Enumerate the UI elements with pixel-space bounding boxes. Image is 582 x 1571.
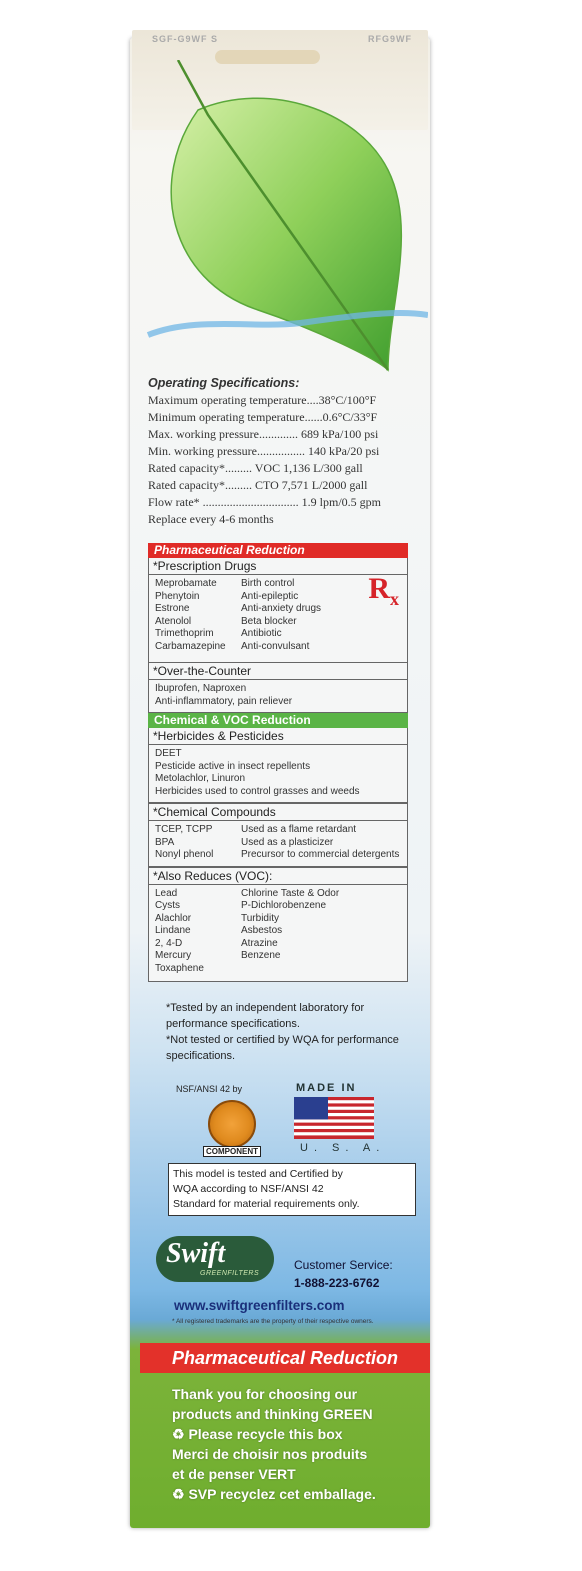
thanks-line: Thank you for choosing our <box>172 1386 358 1402</box>
drug-use: Beta blocker <box>241 615 297 627</box>
voc-section <box>148 867 408 983</box>
certification-box <box>168 1163 416 1216</box>
drug-name: Estrone <box>155 603 190 614</box>
note-line: performance specifications. <box>166 1018 300 1030</box>
note-line: *Tested by an independent laboratory for <box>166 1002 365 1014</box>
spec-row: Replace every 4-6 months <box>148 512 274 526</box>
spec-row: Flow rate* ................................ 1.9 lpm/0.5 gpm <box>148 495 381 509</box>
compounds-title: *Chemical Compounds <box>149 804 407 821</box>
compounds-list <box>149 821 407 866</box>
component-label: COMPONENT <box>203 1146 261 1157</box>
drug-name: Trimethoprim <box>155 628 214 639</box>
chem-bar: Chemical & VOC Reduction <box>148 713 408 728</box>
drug-use: Anti-epileptic <box>241 590 299 602</box>
note-line: specifications. <box>166 1050 236 1062</box>
spec-row: Max. working pressure............. 689 kPa/100 psi <box>148 427 379 441</box>
us-flag-icon <box>294 1097 374 1139</box>
voc-item: Cysts <box>155 900 180 911</box>
voc-item: Alachlor <box>155 912 192 924</box>
compound-name: TCEP, TCPP <box>155 824 213 835</box>
brand-name: Swift <box>166 1238 226 1269</box>
drug-use: Birth control <box>241 578 295 589</box>
otc-list <box>149 680 407 712</box>
spec-row: Minimum operating temperature......0.6°C/33°F <box>148 410 378 424</box>
voc-title: *Also Reduces (VOC): <box>149 868 407 885</box>
customer-service-label: Customer Service: <box>294 1258 393 1272</box>
compound-name: Nonyl phenol <box>155 849 214 860</box>
voc-item: Lead <box>155 887 178 899</box>
voc-item: Lindane <box>155 925 191 936</box>
made-in-label: MADE IN <box>296 1082 357 1094</box>
spec-row: Maximum operating temperature....38°C/100°F <box>148 393 377 407</box>
prescription-title: *Prescription Drugs <box>149 558 407 575</box>
drug-use: Antibiotic <box>241 628 282 639</box>
trademark-note: * All registered trademarks are the property of their respective owners. <box>172 1318 374 1325</box>
thanks-line: ♻ Please recycle this box <box>172 1426 343 1442</box>
herb-line: DEET <box>155 748 182 759</box>
otc-line: Ibuprofen, Naproxen <box>155 683 247 694</box>
compound-use: Used as a flame retardant <box>241 824 357 835</box>
cert-line: This model is tested and Certified by <box>173 1168 343 1180</box>
prescription-section <box>148 558 408 663</box>
flap-left-code: SGF-G9WF S <box>152 34 218 44</box>
thanks-line: et de penser VERT <box>172 1466 296 1482</box>
voc-item: Mercury <box>155 950 192 961</box>
swift-logo <box>156 1236 276 1284</box>
voc-item: Chlorine Taste & Odor <box>241 887 340 899</box>
herb-line: Herbicides used to control grasses and weeds <box>155 785 360 797</box>
drug-name: Atenolol <box>155 615 192 627</box>
leaf-illustration <box>138 60 428 380</box>
voc-item: 2, 4-D <box>155 937 183 949</box>
compound-use: Precursor to commercial detergents <box>241 849 400 860</box>
reduction-table <box>148 543 408 982</box>
drug-use: Anti-anxiety drugs <box>241 603 322 614</box>
nsf-label: NSF/ANSI 42 by <box>176 1084 243 1094</box>
voc-item: Atrazine <box>241 937 278 949</box>
thanks-line: products and thinking GREEN <box>172 1406 373 1422</box>
otc-title: *Over-the-Counter <box>149 663 407 680</box>
compounds-section <box>148 803 408 867</box>
herbicide-section <box>148 728 408 803</box>
website-url: www.swiftgreenfilters.com <box>174 1298 345 1313</box>
drug-use: Anti-convulsant <box>241 640 310 652</box>
otc-line: Anti-inflammatory, pain reliever <box>155 695 293 707</box>
voc-item: Turbidity <box>241 912 279 924</box>
specs-heading: Operating Specifications: <box>148 376 300 390</box>
spec-row: Rated capacity*......... CTO 7,571 L/2000 gall <box>148 478 368 492</box>
thanks-line: ♻ SVP recyclez cet emballage. <box>172 1486 376 1502</box>
testing-notes <box>166 1000 416 1064</box>
voc-item: Benzene <box>241 950 281 961</box>
rx-icon: $R_x$ <box>368 572 399 609</box>
voc-item: Toxaphene <box>155 962 204 974</box>
cert-line: WQA according to NSF/ANSI 42 <box>173 1183 324 1195</box>
herbicide-title: *Herbicides & Pesticides <box>149 728 407 745</box>
voc-list <box>149 885 407 982</box>
note-line: *Not tested or certified by WQA for performance <box>166 1034 399 1046</box>
drug-name: Phenytoin <box>155 590 200 602</box>
herb-line: Pesticide active in insect repellents <box>155 760 311 772</box>
drug-name: Meprobamate <box>155 578 217 589</box>
prescription-list <box>149 572 407 662</box>
herbicide-list <box>149 745 407 802</box>
flap-right-code: RFG9WF <box>368 34 412 44</box>
herb-line: Metolachlor, Linuron <box>155 773 246 784</box>
compound-name: BPA <box>155 836 175 848</box>
operating-specifications <box>148 376 418 528</box>
bottom-pharma-bar: Pharmaceutical Reduction <box>140 1343 430 1373</box>
voc-item: Asbestos <box>241 925 283 936</box>
drug-name: Carbamazepine <box>155 640 226 652</box>
thank-you-message <box>172 1384 376 1504</box>
usa-label: U. S. A. <box>300 1142 386 1154</box>
compound-use: Used as a plasticizer <box>241 836 334 848</box>
phone-number: 1-888-223-6762 <box>294 1276 380 1290</box>
component-seal-icon <box>208 1100 256 1148</box>
brand-sub: GREENFILTERS <box>200 1270 260 1277</box>
thanks-line: Merci de choisir nos produits <box>172 1446 368 1462</box>
cert-line: Standard for material requirements only. <box>173 1198 360 1210</box>
voc-item: P-Dichlorobenzene <box>241 900 327 911</box>
spec-row: Min. working pressure................ 140 kPa/20 psi <box>148 444 380 458</box>
otc-section <box>148 663 408 713</box>
pharma-bar: Pharmaceutical Reduction <box>148 543 408 558</box>
spec-row: Rated capacity*......... VOC 1,136 L/300 gall <box>148 461 363 475</box>
